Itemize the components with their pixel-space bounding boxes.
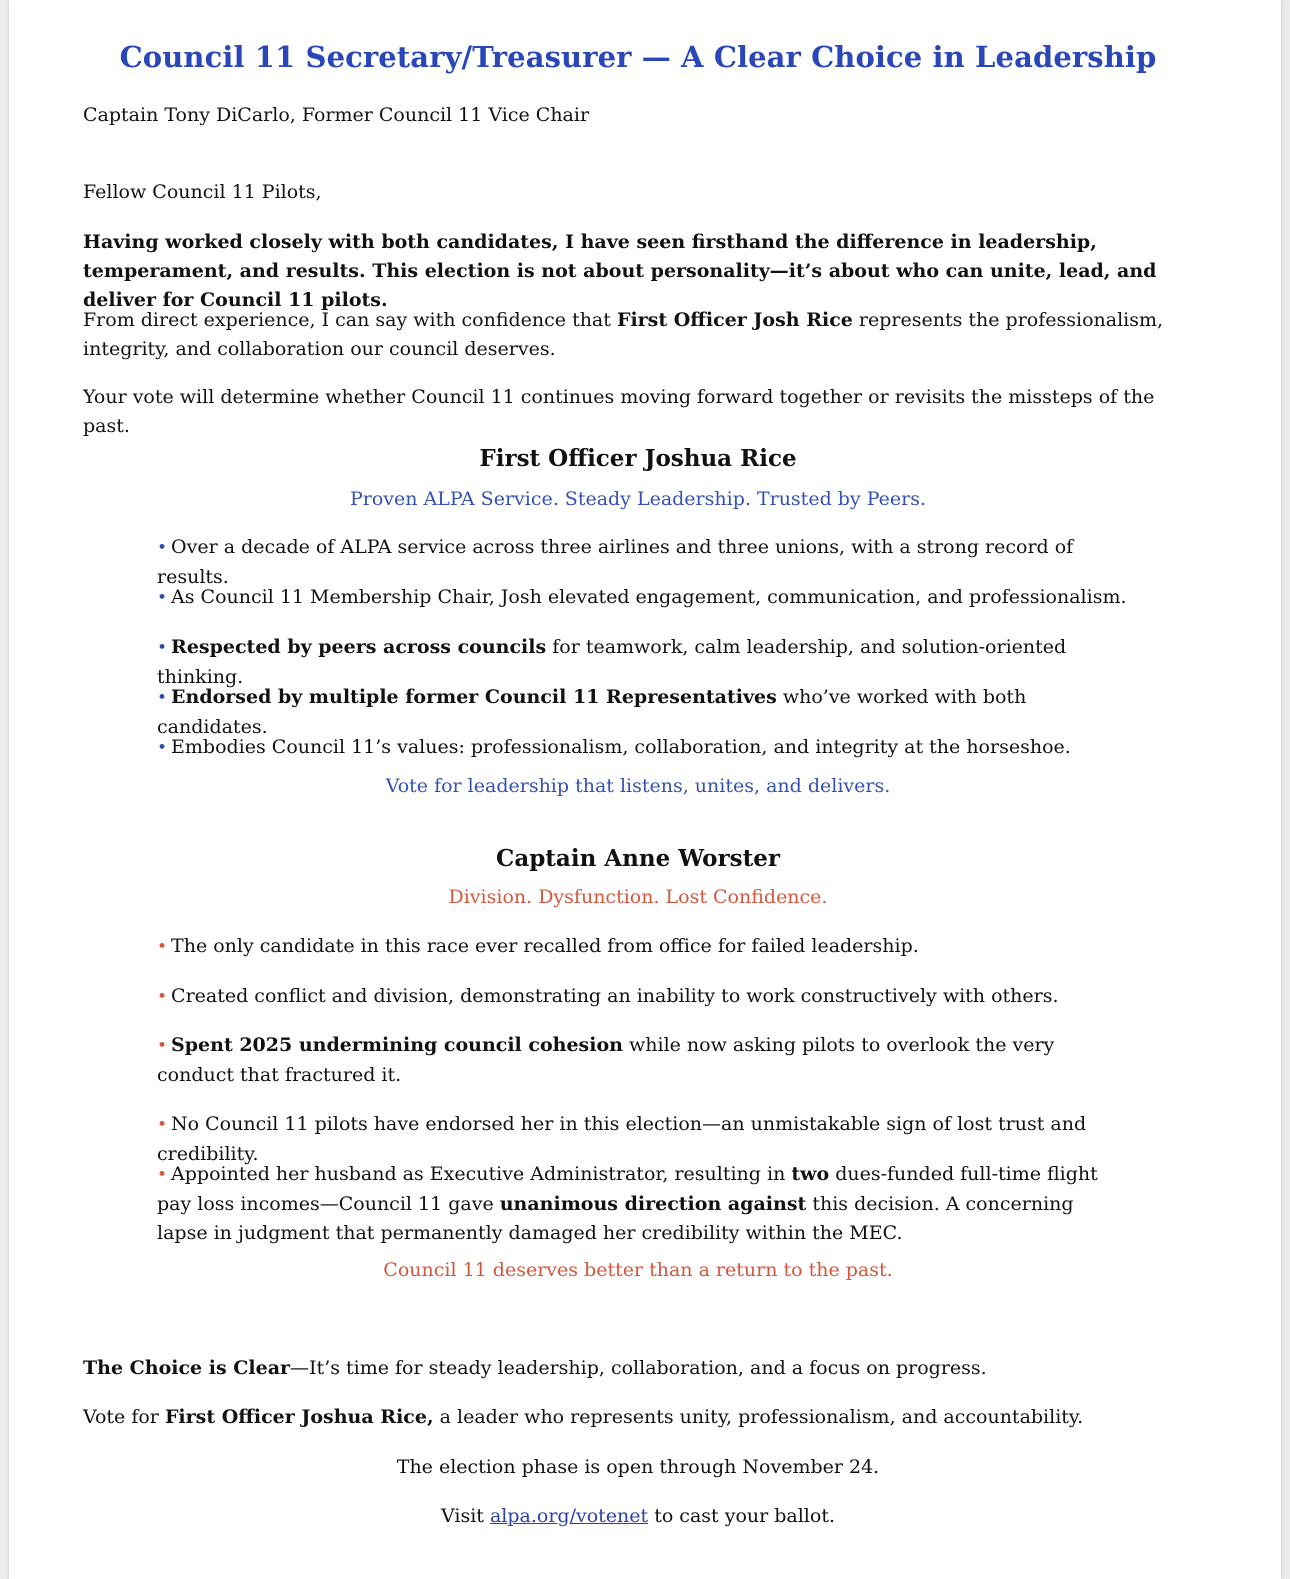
paragraph-endorsement-text: From direct experience, I can say with confidence that [83,309,617,331]
list-item [157,1160,1127,1248]
election-phase-line: The election phase is open through November 24. [396,1456,880,1478]
list-item-text: Embodies Council 11’s values: professionalism, collaboration, and integrity at the horseshoe. [171,736,1071,758]
list-item [157,733,1127,763]
list-item-bold: Spent 2025 undermining council cohesion [171,1034,623,1056]
list-item [157,1031,1127,1090]
candidate-1-name: First Officer Joshua Rice [479,445,797,472]
candidate-2-tagline: Division. Dysfunction. Lost Confidence. [448,886,828,908]
list-item-text: who’ve worked with both candidates. [157,686,1027,738]
bullet-dot-icon: • [157,688,168,708]
list-item-bold: Endorsed by multiple former Council 11 Representatives [171,686,777,708]
choice-line [83,1354,1193,1383]
list-item-text: Over a decade of ALPA service across three airlines and three unions, with a strong record of results. [157,536,1074,588]
list-item-bold: two [791,1163,830,1185]
bullet-dot-icon: • [157,588,168,608]
vote-text: Vote for [83,1406,165,1428]
votenet-link[interactable]: alpa.org/votenet [489,1505,649,1527]
list-item [157,932,1127,962]
bullet-dot-icon: • [157,987,168,1007]
list-item-text: dues-funded full-time flight pay loss incomes—Council 11 gave [157,1163,1098,1215]
list-item-text: while now asking pilots to overlook the very conduct that fractured it. [157,1034,1055,1086]
paragraph-endorsement-name: First Officer Josh Rice [616,309,853,331]
bullet-dot-icon: • [157,1036,168,1056]
bullet-dot-icon: • [157,937,168,957]
list-item [157,583,1127,613]
vote-line [83,1403,1193,1432]
paragraph-endorsement [83,306,1193,364]
choice-text: —It’s time for steady leadership, collaboration, and a focus on progress. [290,1357,987,1379]
paragraph-vote: Your vote will determine whether Council 11 continues moving forward together or revisits the missteps of the past. [83,386,1155,437]
greeting: Fellow Council 11 Pilots, [83,181,322,203]
visit-line [83,1502,1193,1531]
list-item-text: The only candidate in this race ever recalled from office for failed leadership. [171,935,919,957]
bullet-dot-icon: • [157,638,168,658]
candidate-1-tagline: Proven ALPA Service. Steady Leadership. Trusted by Peers. [349,488,926,510]
list-item-text: this decision. A concerning lapse in judgment that permanently damaged her credibility within the MEC. [157,1193,1074,1244]
list-item-bold: Respected by peers across councils [171,636,547,658]
visit-text: Visit [440,1505,490,1527]
list-item-text: Appointed her husband as Executive Administrator, resulting in [171,1163,792,1185]
intro-paragraph: Having worked closely with both candidates, I have seen firsthand the difference in leadership, temperament, and results. This election is not about personality—it’s about who can unite, lead, and deliver for Council 11 pilots. [83,231,1157,311]
list-item-text: As Council 11 Membership Chair, Josh elevated engagement, communication, and professionalism. [171,586,1127,608]
list-item-text: for teamwork, calm leadership, and solution-oriented thinking. [157,636,1067,688]
visit-rest: to cast your ballot. [648,1505,835,1527]
bullet-dot-icon: • [157,738,168,758]
bullet-dot-icon: • [157,1115,168,1135]
document-page [9,0,1281,1579]
list-item [157,982,1127,1012]
list-item-bold: unanimous direction against [499,1193,807,1215]
paragraph-endorsement-rest: represents the professionalism, integrity, and collaboration our council deserves. [83,309,1164,360]
vote-candidate: First Officer Joshua Rice, [164,1406,434,1428]
vote-rest: a leader who represents unity, professionalism, and accountability. [433,1406,1084,1428]
author-line: Captain Tony DiCarlo, Former Council 11 Vice Chair [83,104,590,126]
list-item-text: No Council 11 pilots have endorsed her in this election—an unmistakable sign of lost trust and credibility. [157,1113,1087,1165]
bullet-dot-icon: • [157,538,168,558]
bullet-dot-icon: • [157,1165,168,1185]
candidate-2-closing: Council 11 deserves better than a return to the past. [383,1259,893,1281]
choice-bold: The Choice is Clear [83,1357,291,1379]
document-title: Council 11 Secretary/Treasurer — A Clear Choice in Leadership [119,40,1157,74]
candidate-1-closing: Vote for leadership that listens, unites, and delivers. [385,775,891,797]
candidate-2-name: Captain Anne Worster [496,845,780,872]
list-item-text: Created conflict and division, demonstrating an inability to work constructively with others. [171,985,1059,1007]
